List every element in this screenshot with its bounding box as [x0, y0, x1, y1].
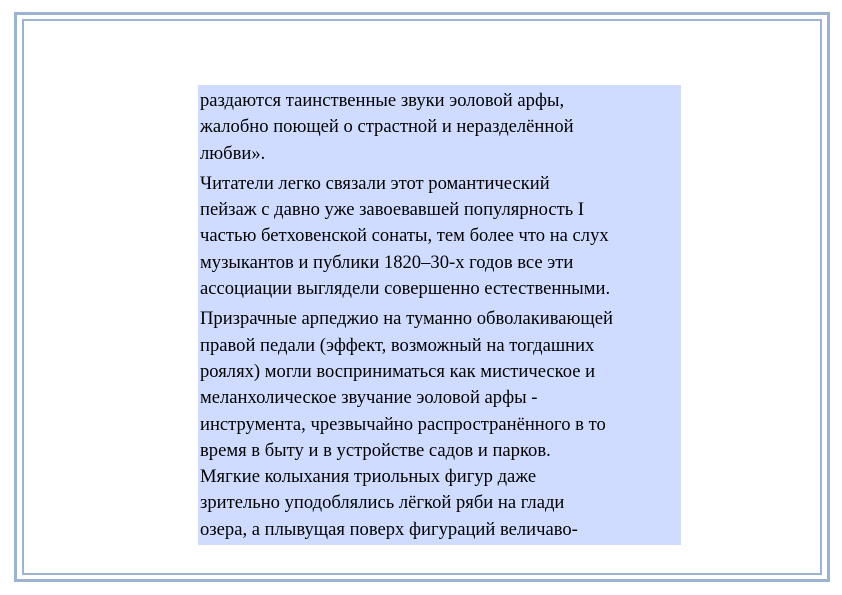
text-block — [198, 85, 681, 545]
paragraph-3: Призрачные арпеджио на туманно обволакивающей правой педали (эффект, возможный на тогдашних роялях) могли восприниматься как мистическое и меланхолическое звучание эоловой арфы - инструмента, чрезвычайно распространённого в то время в быту и в устройстве садов и парков. Мягкие колыхания триольных фигур даже зрительно уподоблялись лёгкой ряби на глади озера, а плывущая поверх фигураций величаво- — [200, 308, 613, 540]
paragraph-1: раздаются таинственные звуки эоловой арфы, жалобно поющей о страстной и неразделённой любви». — [200, 90, 574, 164]
paragraph-2: Читатели легко связали этот романтический пейзаж с давно уже завоевавшей популярность I частью бетховенской сонаты, тем более что на слух музыкантов и публики 1820–30-х годов все эти ассоциации выглядели совершенно естественными. — [200, 172, 611, 300]
